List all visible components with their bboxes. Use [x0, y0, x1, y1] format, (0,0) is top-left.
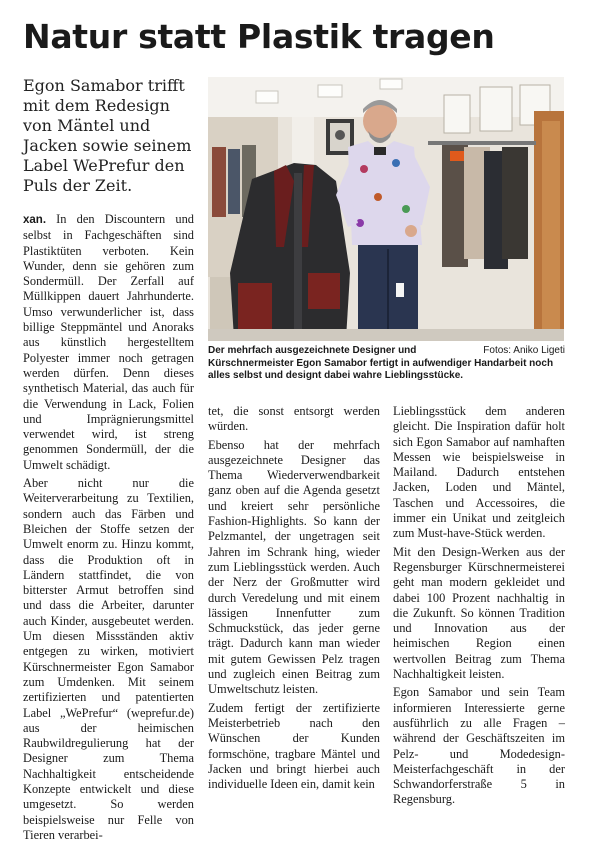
paragraph: Egon Samabor und sein Team informieren Interessierte gerne ausführlich zu alle Fragen – während der Geschäftszeiten im Pelz- und Modedesign-Meisterfachgeschäft in der Schwandorferstraße 5 in Regensburg. [393, 685, 565, 807]
paragraph [23, 212, 194, 473]
photo-credit: Fotos: Aniko Ligeti [483, 345, 565, 356]
author-tag: xan. [23, 214, 47, 226]
lead-paragraph: Egon Samabor trifft mit dem Redesign von Mäntel und Jacken sowie seinem Label WePrefur den Puls der Zeit. [23, 76, 192, 195]
article-photo [208, 77, 564, 341]
caption-text: Der mehrfach ausgezeichnete Designer und Kürschnermeister Egon Samabor fertigt in aufwendiger Handarbeit noch alles selbst und designt dabei wahre Lieblingsstücke. [208, 345, 554, 382]
article-column-3 [393, 404, 565, 811]
article-column-2 [208, 404, 380, 795]
article-column-1 [23, 212, 194, 846]
paragraph: tet, die sonst entsorgt werden würden. [208, 404, 380, 434]
photo-caption [208, 345, 565, 383]
headline: Natur statt Plastik tragen [23, 17, 495, 56]
paragraph: Aber nicht nur die Weiterverarbeitung zu Textilien, sondern auch das Färben und Bleichen der Stoffe setzen der Umwelt enorm zu. Hinzu kommt, dass die Produktion oft in Ländern stattfindet, die von bitterster Armut betroffen sind und dass die Arbeiter, darunter auch Kinder, ausgebeutet werden. Um diesen Missständen aktiv entgegen zu wirken, motiviert Kürschnermeister Egon Samabor zum Umdenken. Mit seinem zertifizierten und patentierten Label „WePrefur“ (weprefur.de) aus der heimischen Raubwildregulierung hat der Designer zum Thema Nachhaltigkeit entscheidende Konzepte entwickelt und diese umgesetzt. So werden beispielsweise nur Felle von Tieren verarbei- [23, 476, 194, 842]
paragraph: Lieblingsstück dem anderen gleicht. Die Inspiration dafür holt sich Egon Samabor auf namhaften Messen wie beispielsweise in Mailand. Dadurch entstehen Jacken, Loden und Mäntel, Taschen und Accessoires, die immer ein Unikat und zeitgleich zum Must-have-Stück werden. [393, 404, 565, 541]
paragraph: Zudem fertigt der zertifizierte Meisterbetrieb nach den Wünschen der Kunden formschöne, tragbare Mäntel und Jacken und bringt hierbei auch individuelle Ideen ein, damit kein [208, 700, 380, 792]
paragraph-text: In den Discountern und selbst in Fachgeschäften sind Plastiktüten verboten. Kein Wunder, denn sie gehören zum Sondermüll. Der Zerfall auf Müllkippen dauert Jahrhunderte. Umso verwunderlicher ist, dass billige Steppmäntel und Anoraks aus künstlich hergestelltem Polyester immer noch getragen werden dürfen. Denn dieses synthetisch Material, das auch für die Verwendung in Lack, Folien und Imprägnierungsmittel verwendet wird, ist streng genommen Sondermüll, der die Umwelt schädigt. [23, 212, 194, 472]
paragraph: Ebenso hat der mehrfach ausgezeichnete Designer das Thema Wiederverwendbarkeit ganz oben auf die Agenda gesetzt und kreiert sehr persönliche Fashion-Highlights. So kann der Pelzmantel, der ungetragen seit Jahren im Schrank hing, wieder zum Lieblingsstück werden. Auch der Nerz der Großmutter wird durch Veredelung und mit einem lässigen Innenfutter zum Schmuckstück, das jeder gerne trägt. Dadurch kann man wieder mit gutem Gewissen Pelz tragen und zugleich einen Beitrag zum Umweltschutz leisten. [208, 437, 380, 697]
paragraph: Mit den Design-Werken aus der Regensburger Kürschnermeisterei geht man modern gekleidet und dabei 100 Prozent nachhaltig in die Zukunft. So können Tradition und Innovation aus der heimischen Region einen wertvollen Beitrag zum Thema Nachhaltigkeit leisten. [393, 544, 565, 682]
